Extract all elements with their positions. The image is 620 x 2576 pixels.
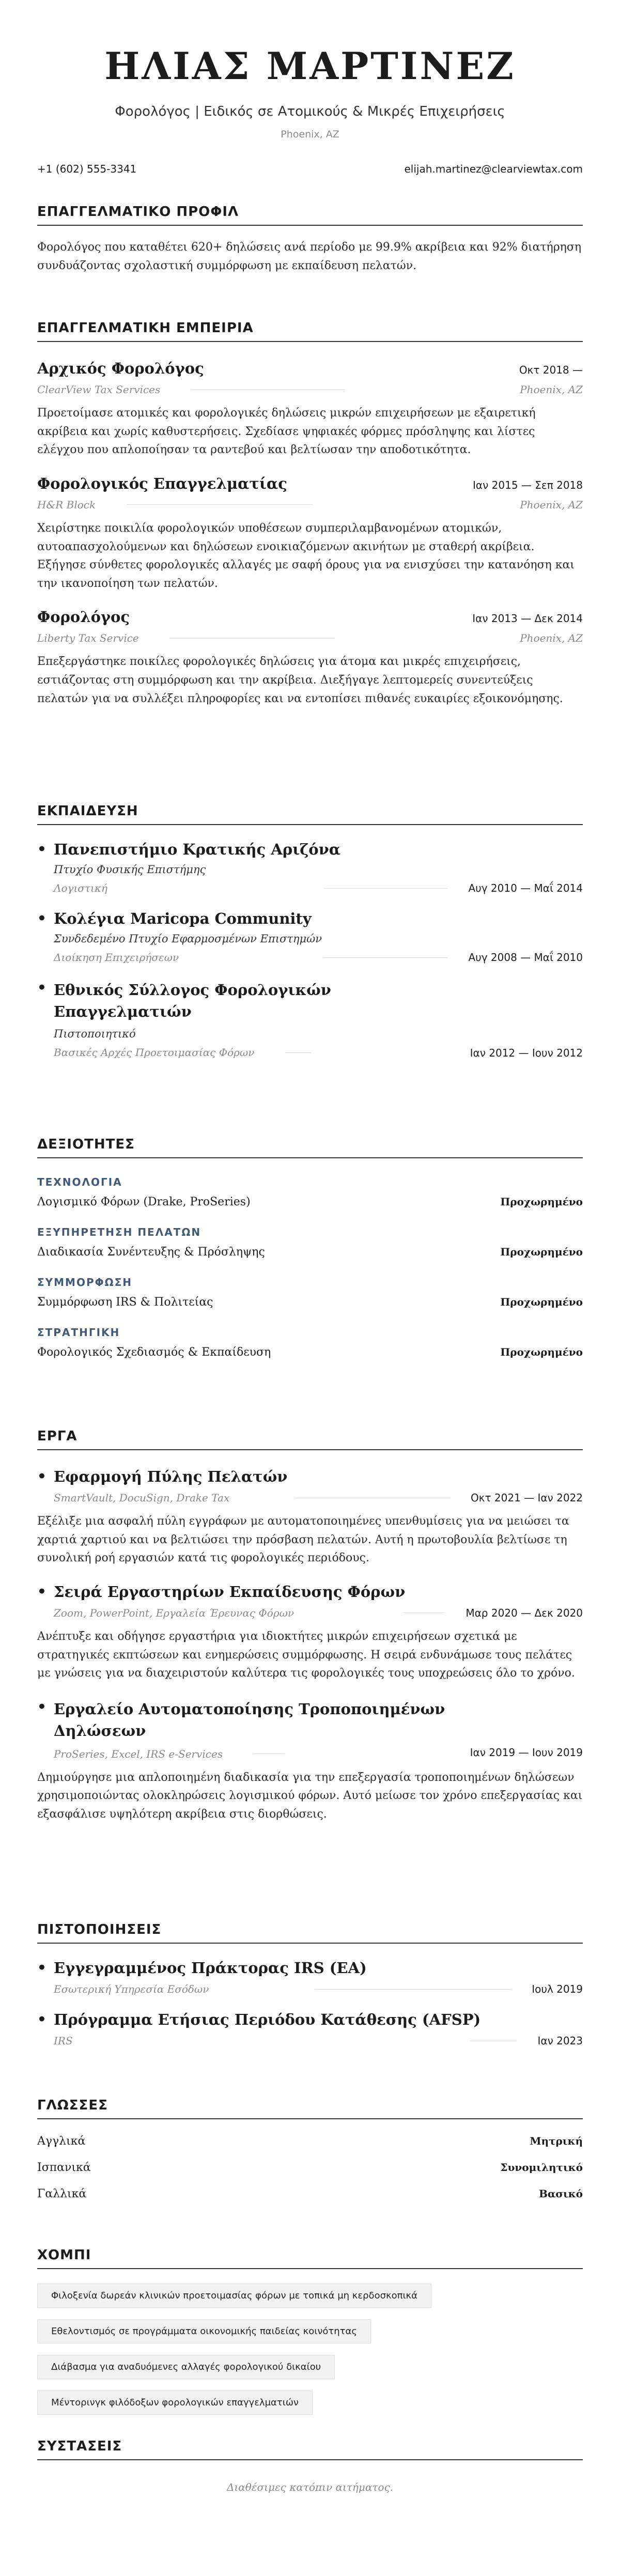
project-date: Οκτ 2021 — Ιαν 2022: [470, 1492, 583, 1504]
section-title-references: ΣΥΣΤΑΣΕΙΣ: [37, 2439, 583, 2460]
project-item: [37, 1698, 583, 1824]
language-name: Γαλλικά: [37, 2187, 87, 2200]
job-title: Αρχικός Φορολόγος: [37, 360, 204, 377]
section-title-certifications: ΠΙΣΤΟΠΟΙΗΣΕΙΣ: [37, 1922, 583, 1944]
section-title-projects: ΕΡΓΑ: [37, 1429, 583, 1450]
section-title-hobbies: ΧΟΜΠΙ: [37, 2247, 583, 2269]
project-tech: ProSeries, Excel, IRS e-Services: [54, 1747, 223, 1760]
skill-name: Φορολογικός Σχεδιασμός & Εκπαίδευση: [37, 1346, 271, 1359]
project-description: Ανέπτυξε και οδήγησε εργαστήρια για ιδιοκτήτες μικρών επιχειρήσεων σχετικά με στρατηγικές εκπτώσεων και ενημερώσεις συμμόρφωσης. Η σειρά ενδυνάμωσε τους πελάτες με γνώσεις για να διαχειριστούν καλύτερα τις φορολογικές τους υποχρεώσεις όλο το χρόνο.: [37, 1630, 575, 1680]
job-company: H&R Block: [37, 498, 96, 511]
divider-line: [404, 1612, 445, 1613]
certification-item: [37, 2011, 583, 2047]
section-title-education: ΕΚΠΑΙΔΕΥΣΗ: [37, 803, 583, 825]
school-name: • Κολέγια Maricopa Community: [54, 910, 312, 927]
language-level: Συνομιλητικό: [500, 2161, 583, 2174]
job-date: Ιαν 2013 — Δεκ 2014: [472, 612, 583, 625]
skill-level: Προχωρημένο: [500, 1346, 583, 1358]
skill-item: [37, 1276, 583, 1309]
skill-item: [37, 1226, 583, 1259]
experience-item: [37, 360, 583, 459]
skill-name: Συμμόρφωση IRS & Πολιτείας: [37, 1296, 213, 1309]
language-item: [37, 2161, 583, 2174]
certification-item: [37, 1959, 583, 1995]
language-level: Βασικό: [538, 2187, 583, 2200]
education-date: Αυγ 2010 — Μαΐ 2014: [468, 882, 583, 894]
job-date: Ιαν 2015 — Σεπ 2018: [473, 478, 583, 491]
divider-line: [323, 957, 447, 958]
field-of-study: Βασικές Αρχές Προετοιμασίας Φόρων: [54, 1046, 255, 1059]
candidate-subtitle: Φορολόγος | Ειδικός σε Ατομικούς & Μικρές Επιχειρήσεις: [115, 104, 505, 120]
project-name: • Εργαλείο Αυτοματοποίησης Τροποποιημένων Δηλώσεων: [54, 1700, 445, 1740]
skill-level: Προχωρημένο: [500, 1296, 583, 1308]
certification-issuer: Εσωτερική Υπηρεσία Εσόδων: [54, 1983, 209, 1995]
section-title-experience: ΕΠΑΓΓΕΛΜΑΤΙΚΗ ΕΜΠΕΙΡΙΑ: [37, 320, 583, 342]
education-section: [37, 803, 583, 1059]
skills-section: [37, 1137, 583, 1359]
skill-item: [37, 1326, 583, 1359]
divider-line: [315, 1989, 511, 1990]
section-title-languages: ΓΛΩΣΣΕΣ: [37, 2098, 583, 2119]
profile-text: Φορολόγος που καταθέτει 620+ δηλώσεις ανά περίοδο με 99.9% ακρίβεια και 92% διατήρηση συνδυάζοντας σχολαστική συμμόρφωση με εκπαίδευση πελατών.: [37, 241, 582, 272]
skill-name: Λογισμικό Φόρων (Drake, ProSeries): [37, 1196, 251, 1208]
candidate-name: ΗΛΙΑΣ ΜΑΡΤΙΝΕΖ: [104, 44, 516, 88]
languages-section: [37, 2098, 583, 2200]
degree-name: Πτυχίο Φυσικής Επιστήμης: [54, 863, 206, 876]
hobby-tag: Διάβασμα για αναδυόμενες αλλαγές φορολογικού δικαίου: [37, 2355, 335, 2379]
project-item: [37, 1583, 583, 1683]
language-level: Μητρική: [530, 2135, 583, 2147]
profile-section: [37, 204, 583, 275]
candidate-location: Phoenix, AZ: [281, 129, 339, 141]
education-date: Ιαν 2012 — Ιουν 2012: [470, 1047, 583, 1060]
project-description: Εξέλιξε μια ασφαλή πύλη εγγράφων με αυτοματοποιημένες υπενθυμίσεις για να μειώσει τα χαρτιά χαρτιού και να βελτιώσει την πρόσβαση πελατών. Αυτή η πρωτοβουλία βελτίωσε τη συνολική ροή εργασιών κατά τις φορολογικές περιόδους.: [37, 1515, 569, 1565]
project-date: Ιαν 2019 — Ιουν 2019: [470, 1746, 583, 1759]
divider-line: [127, 504, 313, 505]
field-of-study: Διοίκηση Επιχειρήσεων: [54, 951, 179, 964]
job-description: Προετοίμασε ατομικές και φορολογικές δηλώσεις μικρών επιχειρήσεων με εξαιρετική ακρίβεια και χωρίς καθυστερήσεις. Σχεδίασε ψηφιακές φόρμες πρόσληψης και λίστες ελέγχου που απλοποίησαν τα ραντεβού και βελτίωσαν την αποδοτικότητα.: [37, 407, 536, 457]
job-company: ClearView Tax Services: [37, 383, 161, 396]
certification-name: • Εγγεγραμμένος Πράκτορας IRS (EA): [54, 1959, 367, 1977]
divider-line: [170, 638, 335, 639]
project-item: [37, 1468, 583, 1568]
skill-category: ΕΞΥΠΗΡΕΤΗΣΗ ΠΕΛΑΤΩΝ: [37, 1226, 202, 1238]
section-title-skills: ΔΕΞΙΟΤΗΤΕΣ: [37, 1137, 583, 1158]
education-item: [37, 910, 583, 964]
certifications-section: [37, 1922, 583, 2047]
certification-issuer: IRS: [54, 2035, 73, 2047]
resume-header: [37, 45, 583, 140]
skill-item: [37, 1176, 583, 1208]
language-name: Ισπανικά: [37, 2161, 91, 2174]
degree-name: Συνδεδεμένο Πτυχίο Εφαρμοσμένων Επιστημών: [54, 933, 322, 945]
hobbies-section: [37, 2247, 583, 2415]
job-company: Liberty Tax Service: [37, 632, 139, 645]
job-location: Phoenix, AZ: [520, 383, 583, 396]
experience-section: [37, 320, 583, 708]
job-title: Φορολόγος: [37, 608, 130, 626]
skill-category: ΣΤΡΑΤΗΓΙΚΗ: [37, 1326, 120, 1339]
certification-date: Ιαν 2023: [537, 2035, 583, 2047]
school-name: • Πανεπιστήμιο Κρατικής Αριζόνα: [54, 841, 341, 858]
skill-category: ΣΥΜΜΟΡΦΩΣΗ: [37, 1276, 133, 1289]
job-description: Επεξεργάστηκε ποικίλες φορολογικές δηλώσεις για άτομα και μικρές επιχειρήσεις, εστιάζοντας στη συμμόρφωση και την ακρίβεια. Διεξήγαγε λεπτομερείς συνεντεύξεις πελατών για να συλλέξει πληροφορίες και να εντοπίσει πιθανές ευκαιρίες εξοικονόμησης.: [37, 655, 563, 705]
experience-item: [37, 475, 583, 593]
skill-level: Προχωρημένο: [500, 1246, 583, 1258]
hobby-tag: Εθελοντισμός σε προγράμματα οικονομικής παιδείας κοινότητας: [37, 2319, 371, 2344]
job-location: Phoenix, AZ: [520, 632, 583, 645]
certification-name: • Πρόγραμμα Ετήσιας Περιόδου Κατάθεσης (AFSP): [54, 2011, 481, 2028]
project-name: • Εφαρμογή Πύλης Πελατών: [54, 1468, 288, 1485]
divider-line: [254, 1753, 285, 1754]
job-title: Φορολογικός Επαγγελματίας: [37, 474, 287, 492]
divider-line: [285, 1052, 311, 1053]
language-item: [37, 2135, 583, 2148]
language-item: [37, 2187, 583, 2200]
references-text: Διαθέσιμες κατόπιν αιτήματος.: [226, 2481, 394, 2493]
skill-level: Προχωρημένο: [500, 1196, 583, 1208]
education-date: Αυγ 2008 — Μαΐ 2010: [468, 951, 583, 964]
certification-date: Ιουλ 2019: [532, 1983, 583, 1995]
degree-name: Πιστοποιητικό: [54, 1028, 136, 1041]
project-tech: Zoom, PowerPoint, Εργαλεία Έρευνας Φόρων: [54, 1606, 295, 1619]
job-location: Phoenix, AZ: [520, 498, 583, 511]
language-name: Αγγλικά: [37, 2135, 86, 2148]
skill-category: ΤΕΧΝΟΛΟΓΙΑ: [37, 1176, 122, 1188]
project-date: Μαρ 2020 — Δεκ 2020: [466, 1606, 583, 1619]
education-item: [37, 841, 583, 894]
project-description: Δημιούργησε μια απλοποιημένη διαδικασία για την επεξεργασία τροποποιημένων δηλώσεων χρησιμοποιώντας ολοκληρώσεις λογισμικού φόρων. Αυτό μείωσε τον χρόνο επεξεργασίας και εξασφάλισε υψηλότερη ακρίβεια στις διορθώσεις.: [37, 1771, 583, 1821]
email-text: elijah.martinez@clearviewtax.com: [404, 163, 583, 176]
contact-row: [37, 163, 583, 175]
experience-item: [37, 608, 583, 708]
education-item: [37, 979, 583, 1059]
hobby-tag: Φιλοξενία δωρεάν κλινικών προετοιμασίας φόρων με τοπικά μη κερδοσκοπικά: [37, 2284, 431, 2308]
job-description: Χειρίστηκε ποικιλία φορολογικών υποθέσεων συμπεριλαμβανομένων ατομικών, αυτοαπασχολούμενων και δηλώσεων ενοικιαζόμενων ακινήτων με σταθερή ακρίβεια. Εξήγησε σύνθετες φορολογικές αλλαγές με σαφή όρους για να ενισχύσει την κατανόηση και την ικανοποίηση των πελατών.: [37, 521, 575, 590]
job-date: Οκτ 2018 —: [519, 364, 583, 376]
references-section: [37, 2439, 583, 2493]
project-tech: SmartVault, DocuSign, Drake Tax: [54, 1492, 230, 1504]
hobby-tag: Μέντορινγκ φιλόδοξων φορολογικών επαγγελματιών: [37, 2391, 313, 2415]
skill-name: Διαδικασία Συνέντευξης & Πρόσληψης: [37, 1246, 265, 1259]
divider-line: [323, 888, 447, 889]
school-name: • Εθνικός Σύλλογος Φορολογικών Επαγγελματιών: [54, 981, 331, 1021]
projects-section: [37, 1429, 583, 1824]
field-of-study: Λογιστική: [54, 882, 107, 894]
section-title-profile: ΕΠΑΓΓΕΛΜΑΤΙΚΟ ΠΡΟΦΙΛ: [37, 204, 583, 226]
project-name: • Σειρά Εργαστηρίων Εκπαίδευσης Φόρων: [54, 1582, 406, 1601]
phone-text: +1 (602) 555-3341: [37, 163, 137, 176]
